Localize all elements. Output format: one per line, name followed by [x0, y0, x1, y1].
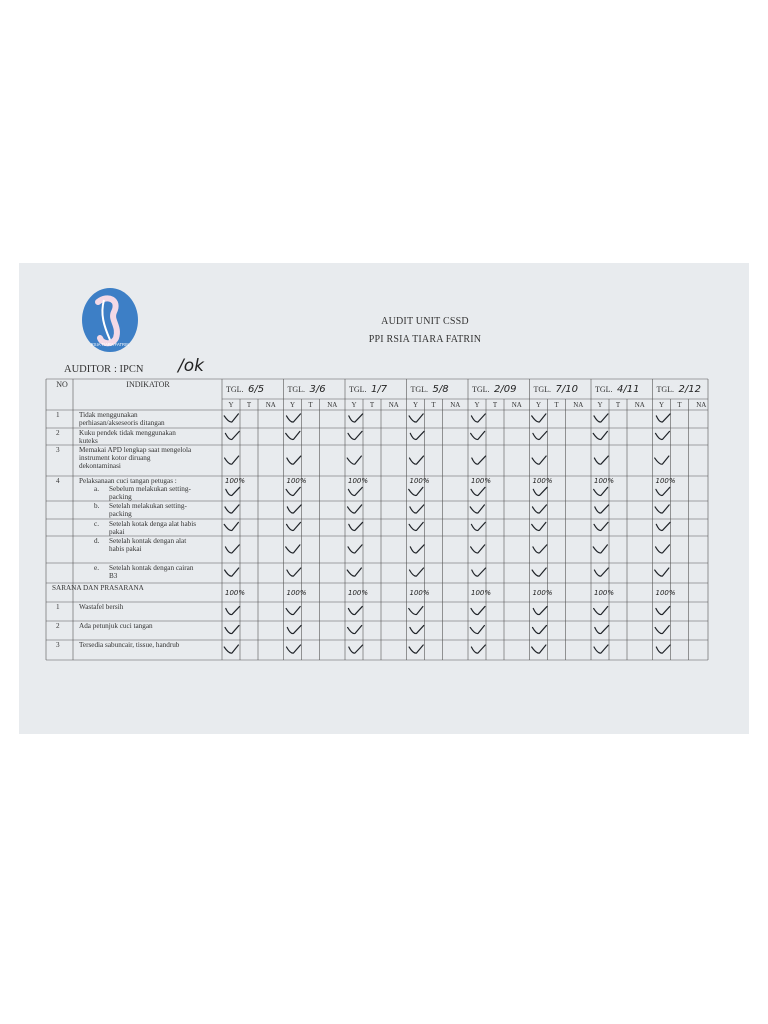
sub-header-y: Y — [535, 401, 542, 409]
header-indikator: INDIKATOR — [126, 380, 170, 389]
sub-header-na: NA — [388, 401, 399, 409]
check-mark — [532, 645, 546, 653]
check-mark — [225, 505, 239, 513]
check-mark — [471, 487, 485, 495]
indicator-text: Setelah melakukan setting- — [109, 502, 187, 510]
check-mark — [595, 505, 609, 513]
percent-mark: 100% — [532, 477, 553, 485]
check-mark — [225, 568, 239, 576]
row-sub-index: d. — [94, 537, 100, 545]
sub-header-na: NA — [696, 401, 707, 409]
check-mark — [656, 487, 670, 495]
indicator-text: Memakai APD lengkap saat mengelola — [79, 446, 192, 454]
check-mark — [348, 505, 362, 513]
check-mark — [348, 545, 362, 553]
check-mark — [349, 414, 363, 422]
check-mark — [348, 606, 362, 614]
check-mark — [347, 456, 361, 464]
check-mark — [594, 606, 608, 614]
percent-mark: 100% — [471, 589, 492, 597]
check-mark — [594, 645, 608, 653]
indicator-text: dekontaminasi — [79, 462, 121, 470]
indicator-text: packing — [109, 493, 132, 501]
check-mark — [226, 487, 240, 495]
sub-header-t: T — [246, 401, 252, 409]
check-mark — [287, 522, 301, 530]
check-mark — [655, 505, 669, 513]
date-label: TGL. — [410, 385, 429, 394]
row-sub-index: b. — [94, 502, 100, 510]
check-mark — [656, 414, 670, 422]
check-mark — [594, 456, 608, 464]
indicator-text: habis pakai — [109, 545, 142, 553]
indicator-text: Setelah kotak denga alat habis — [109, 520, 197, 528]
document-subtitle: PPI RSIA TIARA FATRIN — [368, 334, 482, 345]
date-value: 7/10 — [555, 384, 578, 395]
check-mark — [533, 431, 547, 439]
check-mark — [409, 522, 423, 530]
auditor-handwritten-mark: /ok — [178, 356, 204, 376]
sub-header-na: NA — [327, 401, 338, 409]
check-mark — [348, 487, 362, 495]
check-mark — [410, 568, 424, 576]
check-mark — [348, 431, 362, 439]
check-mark — [224, 522, 238, 530]
check-mark — [656, 431, 670, 439]
check-mark — [470, 625, 484, 633]
check-mark — [471, 545, 485, 553]
check-mark — [225, 456, 239, 464]
header-no: NO — [56, 380, 68, 389]
check-mark — [471, 431, 485, 439]
date-label: TGL. — [226, 385, 244, 394]
check-mark — [287, 645, 301, 653]
row-number: 4 — [56, 477, 60, 485]
check-mark — [287, 625, 301, 633]
check-mark — [594, 568, 608, 576]
sub-header-y: Y — [412, 401, 419, 409]
check-mark — [349, 522, 363, 530]
date-label: TGL. — [349, 385, 367, 394]
date-label: TGL. — [595, 385, 613, 394]
indicator-text: kuteks — [79, 437, 98, 445]
sub-header-na: NA — [511, 401, 522, 409]
check-mark — [595, 625, 609, 633]
sub-header-t: T — [677, 401, 682, 409]
check-mark — [656, 545, 670, 553]
auditor-role: : IPCN — [114, 364, 144, 375]
sub-header-y: Y — [351, 401, 357, 409]
indicator-text: Wastafel bersih — [79, 603, 124, 611]
section-heading: SARANA DAN PRASARANA — [52, 584, 144, 592]
indicator-text: Setelah kontak dengan alat — [109, 537, 187, 545]
check-mark — [286, 431, 300, 439]
sub-header-y: Y — [228, 401, 234, 409]
check-mark — [347, 568, 361, 576]
date-value: 3/6 — [309, 384, 326, 395]
indicator-text: packing — [109, 510, 132, 518]
check-mark — [410, 625, 424, 633]
date-label: TGL. — [656, 385, 675, 394]
auditor-label: AUDITOR — [64, 364, 112, 375]
check-mark — [594, 487, 608, 495]
check-mark — [287, 568, 301, 576]
sub-header-y: Y — [289, 401, 296, 409]
indicator-text: instrument kotor diruang — [79, 454, 151, 462]
check-mark — [532, 456, 546, 464]
check-mark — [225, 625, 239, 633]
row-number: 3 — [56, 446, 60, 454]
date-label: TGL. — [472, 385, 490, 394]
date-value: 2/12 — [678, 384, 701, 395]
check-mark — [470, 505, 484, 513]
sub-header-t: T — [615, 401, 621, 409]
check-mark — [533, 545, 547, 553]
check-mark — [656, 645, 670, 653]
check-mark — [409, 645, 423, 653]
row-number: 2 — [56, 622, 60, 630]
check-mark — [287, 456, 301, 464]
percent-mark: 100% — [225, 589, 246, 597]
check-mark — [472, 456, 486, 464]
date-value: 4/11 — [617, 384, 640, 395]
date-value: 1/7 — [371, 384, 388, 395]
date-label: TGL. — [533, 385, 552, 394]
check-mark — [471, 522, 485, 530]
sub-header-t: T — [492, 401, 498, 409]
check-mark — [471, 645, 485, 653]
sub-header-na: NA — [450, 401, 461, 409]
check-mark — [410, 456, 424, 464]
check-mark — [471, 606, 485, 614]
check-mark — [471, 414, 485, 422]
check-mark — [409, 414, 423, 422]
check-mark — [225, 431, 239, 439]
check-mark — [472, 568, 486, 576]
row-sub-index: c. — [94, 520, 99, 528]
check-mark — [533, 625, 547, 633]
check-mark — [655, 625, 669, 633]
row-number: 2 — [56, 429, 60, 437]
indicator-text: Pelaksanaan cuci tangan petugas : — [79, 477, 177, 485]
indicator-text: Tidak menggunakan — [79, 411, 138, 419]
sub-header-t: T — [554, 401, 559, 409]
sub-header-y: Y — [658, 401, 665, 409]
check-mark — [656, 606, 670, 614]
check-mark — [409, 606, 423, 614]
percent-mark: 100% — [225, 477, 246, 485]
check-mark — [349, 645, 363, 653]
check-mark — [286, 545, 300, 553]
percent-mark: 100% — [594, 589, 615, 597]
percent-mark: 100% — [348, 589, 369, 597]
check-mark — [287, 505, 301, 513]
check-mark — [224, 414, 238, 422]
date-value: 6/5 — [248, 384, 265, 395]
check-mark — [533, 505, 547, 513]
check-mark — [593, 431, 607, 439]
check-mark — [410, 431, 424, 439]
sub-header-t: T — [369, 401, 375, 409]
check-mark — [348, 625, 362, 633]
check-mark — [655, 568, 669, 576]
check-mark — [532, 568, 546, 576]
row-number: 1 — [56, 411, 60, 419]
check-mark — [410, 545, 424, 553]
document-title: AUDIT UNIT CSSD — [381, 316, 469, 327]
percent-mark: 100% — [471, 477, 492, 485]
indicator-text: Ada petunjuk cuci tangan — [79, 622, 153, 630]
check-mark — [594, 522, 608, 530]
check-mark — [593, 545, 607, 553]
indicator-text: Setelah kontak dengan cairan — [109, 564, 194, 572]
date-value: 5/8 — [432, 384, 449, 395]
check-mark — [286, 487, 300, 495]
indicator-text: B3 — [109, 572, 118, 580]
sub-header-t: T — [308, 401, 313, 409]
check-mark — [287, 414, 301, 422]
percent-mark: 100% — [286, 477, 307, 485]
check-mark — [655, 456, 669, 464]
indicator-text: Tersedia sabuncair, tissue, handrub — [79, 641, 180, 649]
logo-text: RSIA TIARA FATRIN — [90, 342, 130, 347]
percent-mark: 100% — [409, 477, 430, 485]
indicator-text: perhiasan/akseseoris ditangan — [79, 419, 165, 427]
row-sub-index: a. — [94, 485, 99, 493]
check-mark — [226, 606, 240, 614]
check-mark — [532, 522, 546, 530]
row-sub-index: e. — [94, 564, 99, 572]
indicator-text: Kuku pendek tidak menggunakan — [79, 429, 176, 437]
row-number: 1 — [56, 603, 60, 611]
sub-header-na: NA — [634, 401, 645, 409]
date-value: 2/09 — [494, 384, 517, 395]
check-mark — [656, 522, 670, 530]
check-mark — [533, 487, 547, 495]
percent-mark: 100% — [286, 589, 307, 597]
percent-mark: 100% — [594, 477, 615, 485]
sub-header-na: NA — [573, 401, 584, 409]
row-number: 3 — [56, 641, 60, 649]
percent-mark: 100% — [409, 589, 430, 597]
indicator-text: pakai — [109, 528, 125, 536]
check-mark — [225, 545, 239, 553]
percent-mark: 100% — [655, 477, 676, 485]
check-mark — [409, 487, 423, 495]
check-mark — [286, 606, 300, 614]
sub-header-t: T — [431, 401, 436, 409]
check-mark — [594, 414, 608, 422]
check-mark — [532, 414, 546, 422]
date-label: TGL. — [287, 385, 306, 394]
check-mark — [533, 606, 547, 614]
percent-mark: 100% — [348, 477, 369, 485]
percent-mark: 100% — [655, 589, 676, 597]
indicator-text: Sebelum melakukan setting- — [109, 485, 191, 493]
percent-mark: 100% — [532, 589, 553, 597]
sub-header-y: Y — [474, 401, 480, 409]
check-mark — [410, 505, 424, 513]
sub-header-na: NA — [265, 401, 276, 409]
check-mark — [224, 645, 238, 653]
sub-header-y: Y — [597, 401, 603, 409]
